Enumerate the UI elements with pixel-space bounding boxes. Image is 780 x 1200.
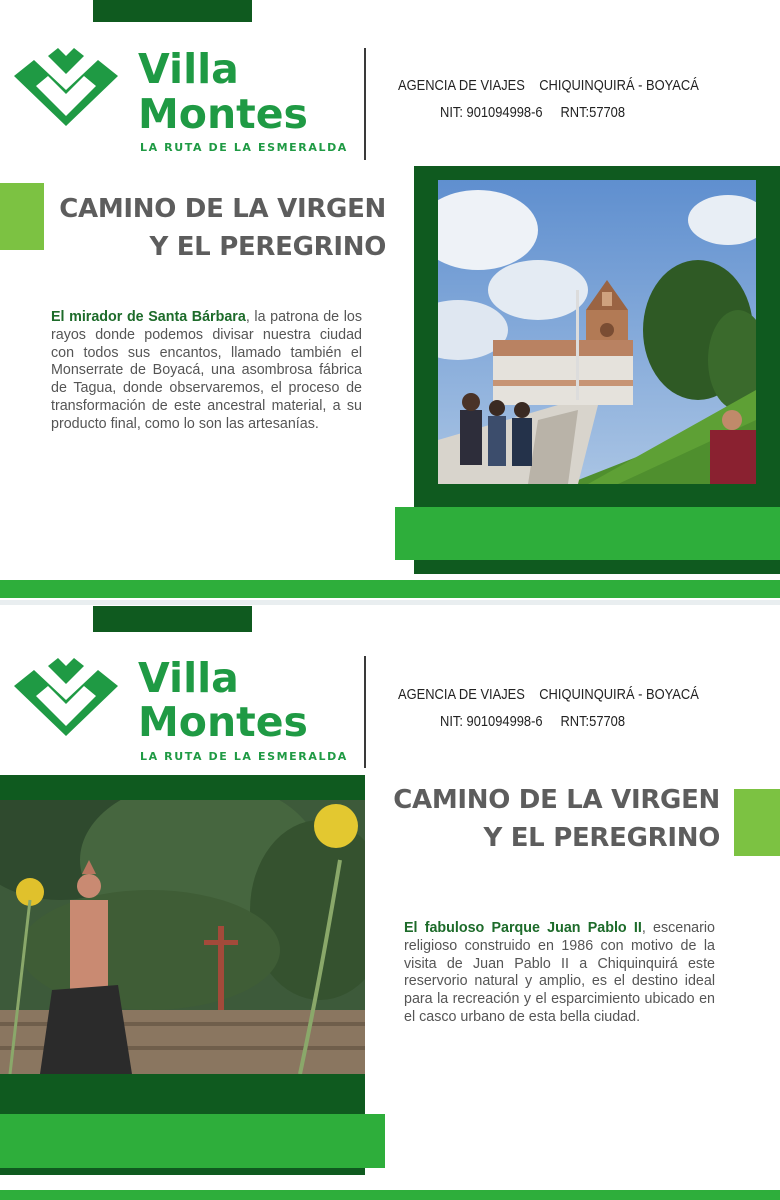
- top-accent-bar: [93, 606, 252, 632]
- agency-info-line2: NIT: 901094998-6 RNT:57708: [440, 713, 626, 730]
- agency-info-line1: AGENCIA DE VIAJES CHIQUINQUIRÁ - BOYACÁ: [398, 77, 699, 94]
- description-highlight: El mirador de Santa Bárbara: [51, 309, 246, 325]
- parque-juan-pablo-ii-photo: [0, 800, 365, 1074]
- section-title-line1: CAMINO DE LA VIRGEN: [393, 785, 720, 815]
- brand-tagline: LA RUTA DE LA ESMERALDA: [140, 141, 348, 154]
- section-title-line2: Y EL PEREGRINO: [149, 232, 386, 262]
- header-divider: [364, 656, 366, 768]
- brochure-panel-2: [0, 600, 780, 1200]
- photo-accent-bar: [0, 1114, 385, 1168]
- brand-name-line2: Montes: [138, 90, 308, 138]
- photo-accent-bar: [395, 507, 780, 560]
- header-divider: [364, 48, 366, 160]
- brand-tagline: LA RUTA DE LA ESMERALDA: [140, 750, 348, 763]
- panel-divider-top: [0, 600, 780, 605]
- title-accent-block: [734, 789, 780, 856]
- description-paragraph: [404, 920, 715, 1027]
- description-text: , escenario religioso construido en 1986 con motivo de la visita de Juan Pablo II a Chiquinquirá este reservorio natural y amplio, es el destino ideal para la recreación y el esparcimiento ubicado en el casco urbano de esta bella ciudad.: [404, 920, 715, 1025]
- agency-info-line1: AGENCIA DE VIAJES CHIQUINQUIRÁ - BOYACÁ: [398, 686, 699, 703]
- brand-name-line2: Montes: [138, 698, 308, 746]
- section-title-line2: Y EL PEREGRINO: [483, 823, 720, 853]
- panel-divider-bottom: [0, 580, 780, 598]
- description-text: , la patrona de los rayos donde podemos divisar nuestra ciudad con todos sus encantos, llamado también el Monserrate de Boyacá, una asombrosa fábrica de Tagua, donde observaremos, el proceso de transformación de este ancestral material, a su producto final, como lo son las artesanías.: [51, 309, 362, 432]
- villa-montes-logo-icon: [14, 656, 118, 752]
- brand-name-line1: Villa: [138, 45, 239, 93]
- mirador-santa-barbara-photo: [438, 180, 756, 484]
- agency-info-line2: NIT: 901094998-6 RNT:57708: [440, 104, 626, 121]
- top-accent-bar: [93, 0, 252, 22]
- villa-montes-logo-icon: [14, 46, 118, 142]
- panel-divider-bottom: [0, 1190, 780, 1200]
- section-title-line1: CAMINO DE LA VIRGEN: [59, 194, 386, 224]
- brand-name-line1: Villa: [138, 654, 239, 702]
- title-accent-block: [0, 183, 44, 250]
- description-highlight: El fabuloso Parque Juan Pablo II: [404, 920, 642, 936]
- description-paragraph: [51, 309, 362, 434]
